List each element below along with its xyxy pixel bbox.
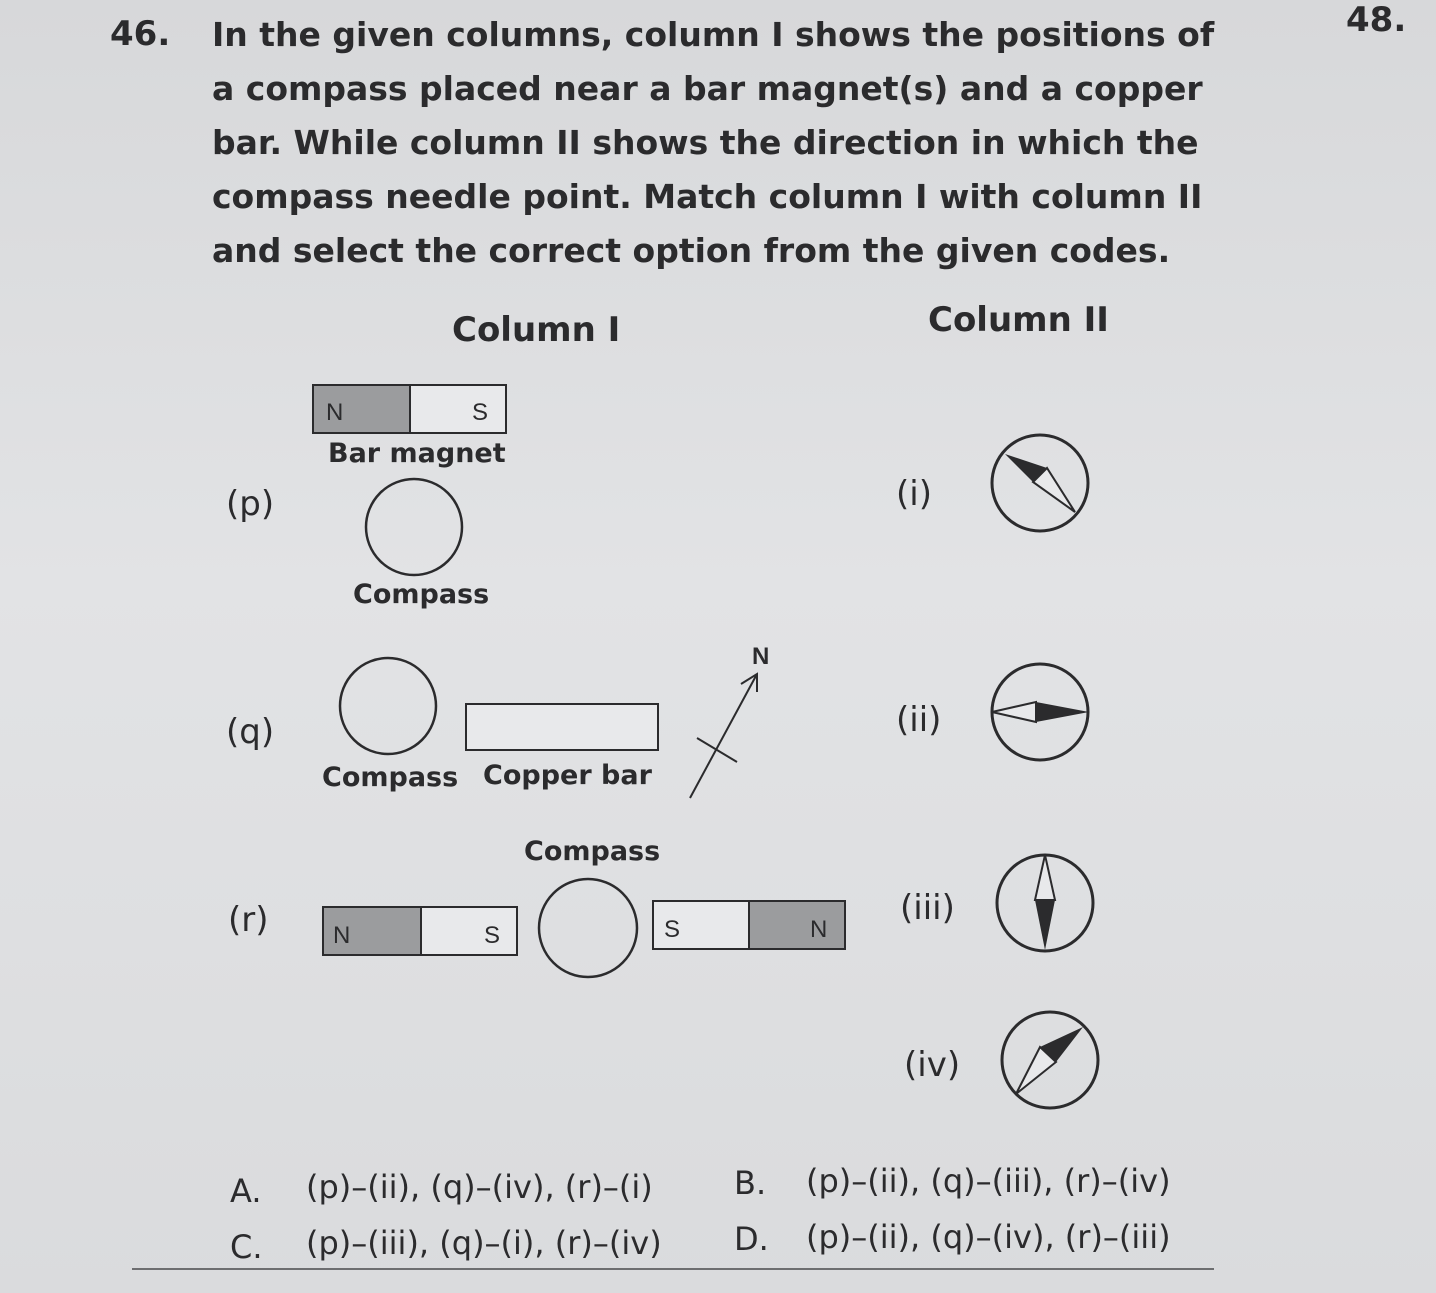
question-line: In the given columns, column I shows the positions of: [212, 15, 1215, 54]
q-copper-bar: [466, 704, 658, 750]
r-left-n-label: N: [333, 922, 351, 949]
p-bar-magnet: [313, 385, 506, 433]
question-line: a compass placed near a bar magnet(s) and a copper: [212, 69, 1203, 108]
col2-label-ii: (ii): [896, 700, 942, 740]
r-right-n-label: N: [810, 916, 828, 943]
question-line: compass needle point. Match column I with column II: [212, 177, 1203, 216]
p-magnet-s-label: S: [472, 399, 489, 426]
p-compass-circle: [366, 479, 462, 575]
compass-i: [992, 435, 1088, 531]
p-magnet-n-label: N: [326, 399, 344, 426]
r-right-magnet: [653, 901, 845, 949]
column-2-heading: Column II: [928, 300, 1109, 340]
q-north-arrow: [690, 674, 757, 798]
option-a-letter[interactable]: A.: [230, 1172, 262, 1210]
col2-label-iii: (iii): [900, 888, 955, 928]
q-compass-circle: [340, 658, 436, 754]
option-c-letter[interactable]: C.: [230, 1228, 263, 1266]
q-bar-caption: Copper bar: [483, 760, 652, 791]
r-compass-caption: Compass: [524, 836, 661, 867]
col2-label-i: (i): [896, 474, 932, 514]
r-right-s-label: S: [664, 916, 681, 943]
row-label-r: (r): [228, 900, 269, 940]
question-line: bar. While column II shows the direction in which the: [212, 123, 1199, 162]
row-label-q: (q): [226, 712, 275, 752]
option-d-text[interactable]: (p)–(ii), (q)–(iv), (r)–(iii): [806, 1218, 1171, 1256]
q-north-label: N: [752, 643, 770, 670]
question-number: 46.: [110, 14, 171, 54]
col2-label-iv: (iv): [904, 1045, 961, 1085]
r-left-magnet: [323, 907, 517, 955]
row-label-p: (p): [226, 484, 275, 524]
question-line: and select the correct option from the given codes.: [212, 231, 1171, 270]
option-a-text[interactable]: (p)–(ii), (q)–(iv), (r)–(i): [306, 1168, 653, 1206]
p-compass-caption: Compass: [353, 579, 490, 610]
compass-iii: [997, 855, 1093, 951]
q-compass-caption: Compass: [322, 762, 459, 793]
option-c-text[interactable]: (p)–(iii), (q)–(i), (r)–(iv): [306, 1224, 662, 1262]
r-left-s-label: S: [484, 922, 501, 949]
r-compass-circle: [539, 879, 637, 977]
next-question-number: 48.: [1346, 0, 1407, 40]
option-b-text[interactable]: (p)–(ii), (q)–(iii), (r)–(iv): [806, 1162, 1171, 1200]
column-1-heading: Column I: [452, 310, 621, 350]
p-magnet-caption: Bar magnet: [328, 438, 506, 469]
compass-iv: [1002, 1012, 1098, 1108]
bottom-divider: [132, 1268, 1214, 1270]
option-d-letter[interactable]: D.: [734, 1220, 769, 1258]
compass-ii: [992, 664, 1089, 760]
option-b-letter[interactable]: B.: [734, 1164, 767, 1202]
